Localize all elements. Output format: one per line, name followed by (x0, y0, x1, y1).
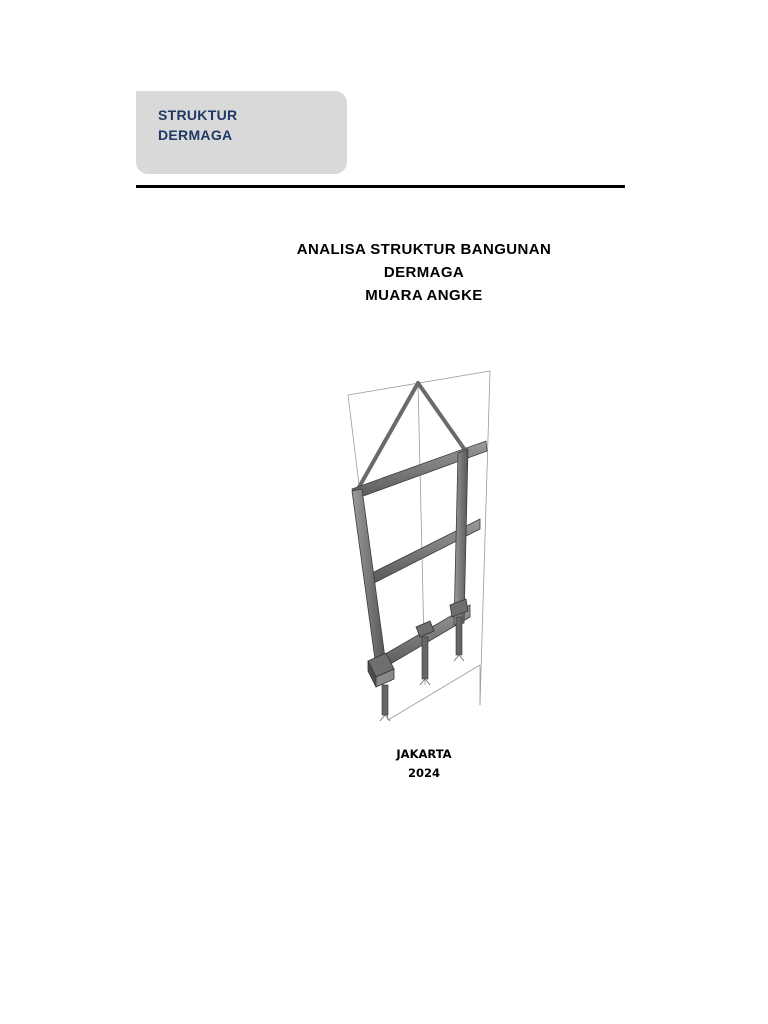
structural-frame-icon (330, 365, 510, 730)
title-line-1: ANALISA STRUKTUR BANGUNAN (296, 241, 552, 258)
header-tab-line-2: DERMAGA (158, 127, 233, 143)
header-divider (136, 185, 625, 188)
footer-city: JAKARTA (396, 747, 452, 761)
footer (384, 745, 464, 783)
title-line-3: MUARA ANGKE (365, 287, 483, 304)
title-line-2: DERMAGA (383, 264, 465, 281)
structure-model-figure (330, 365, 510, 730)
header-tab (136, 91, 347, 174)
header-tab-line-1: STRUKTUR (158, 107, 238, 123)
document-title (232, 238, 616, 307)
footer-year: 2024 (407, 766, 440, 780)
